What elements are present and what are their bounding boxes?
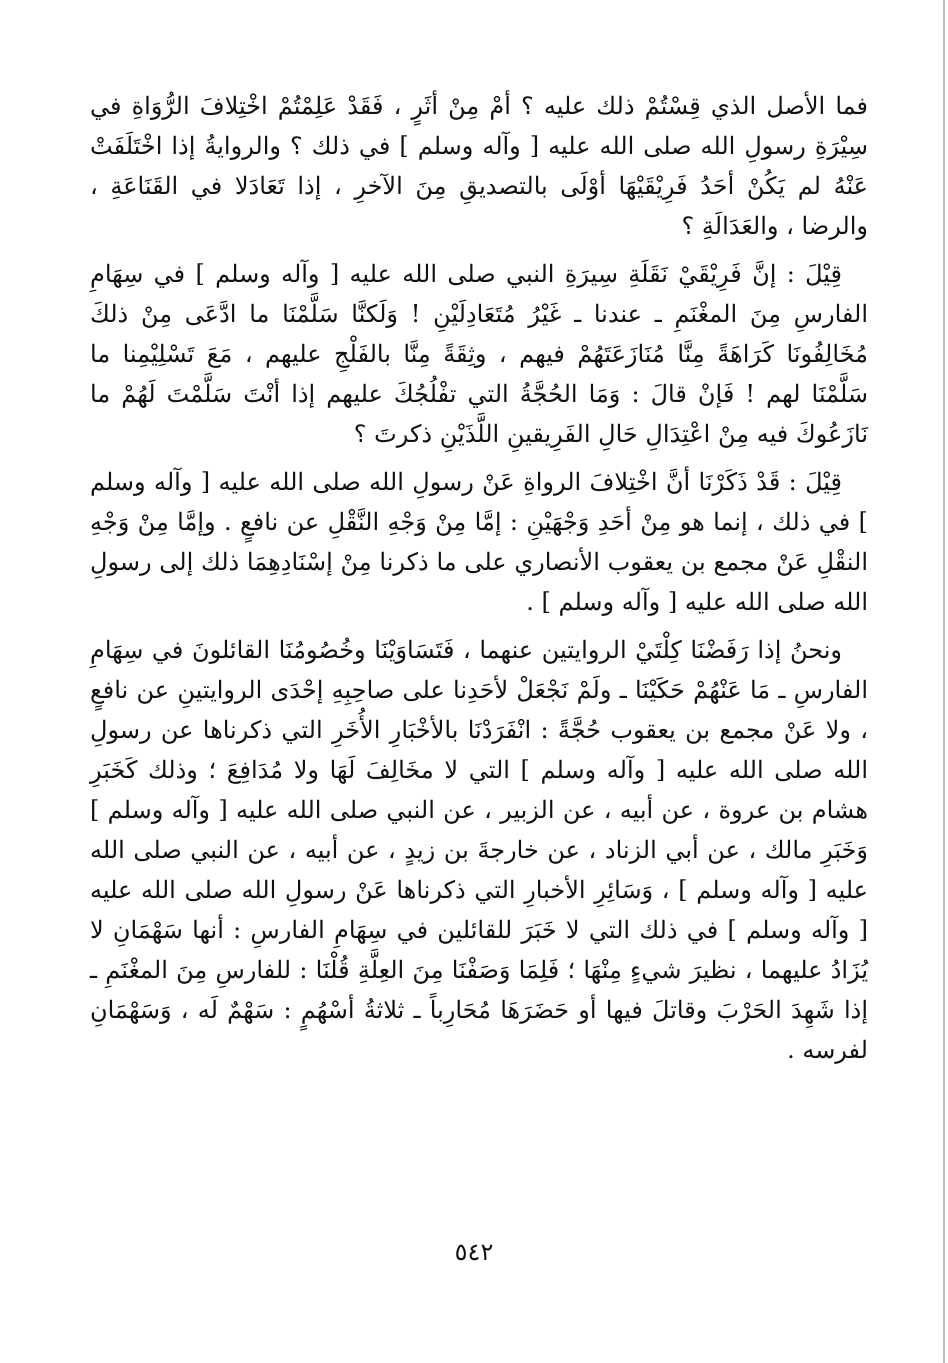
paragraph-1: فما الأصل الذي قِسْتُمْ ذلك عليه ؟ أمْ مِنْ أثَرٍ ، فَقَدْ عَلِمْتُمْ اخْتِلافَ الرُّوَاةِ في سِيْرَةِ رسولِ الله صلى الله عليه [ وآله وسلم ] في ذلك ؟ والروايةُ إذا اخْتَلَفَتْ عَنْهُ لم يَكُنْ أحَدُ فَرِيْقَيْهَا أوْلَى بالتصديقِ مِنَ الآخرِ ، إذا تَعَادَلا في القَنَاعَةِ ، والرضا ، والعَدَالَةِ ؟ <box>90 92 869 240</box>
page-edge-line <box>943 0 945 1363</box>
paragraph-4: ونحنُ إذا رَفَضْنَا كِلْتَيْ الروايتين عنهما ، فَتَسَاوَيْنَا وخُصُومُنَا القائلونَ في سِهَامِ الفارسِ ـ مَا عَنْهُمْ حَكَيْنَا ـ ولَمْ نَجْعَلْ لأحَدِنا على صاحِبِهِ إحْدَى الروايتينِ عن نافعٍ ، ولا عَنْ مجمع بن يعقوب حُجَّةً : انْفَرَدْنَا بالأخْبَارِ الأُخَرِ التي ذكرناها عن رسولِ الله صلى الله عليه [ وآله وسلم ] التي لا مخَالِفَ لَهَا ولا مُدَافِعَ ؛ وذلك كَخَبَرِ هشام بن عروة ، عن أبيه ، عن الزبير ، عن النبي صلى الله عليه [ وآله وسلم ] وَخَبَرِ مالك ، عن أبي الزناد ، عن خارجةَ بن زيدٍ ، عن أبيه ، عن النبي صلى الله عليه [ وآله وسلم ] ، وَسَائِرِ الأخبارِ التي ذكرناها عَنْ رسولِ الله صلى الله عليه [ وآله وسلم ] في ذلك التي لا خَبَرَ للقائلين في سِهَامِ الفارسِ : أنها سَهْمَانِ لا يُزَادُ عليهما ، نظيرَ شيءٍ مِنْهَا ؛ فَلِمَا وَصَفْنَا مِنَ العِلَّةِ قُلْنَا : للفارسِ مِنَ المغْنَمِ ـ إذا شَهِدَ الحَرْبَ وقاتلَ فيها أو حَضَرَهَا مُحَارِباً ـ ثلاثةُ أسْهُمٍ : سَهْمٌ لَه ، وَسَهْمَانِ لفرسه . <box>90 636 869 1064</box>
main-text <box>90 86 868 1078</box>
page-number: ٥٤٢ <box>454 1238 494 1266</box>
paragraph-3: قِيْلَ : قَدْ ذَكَرْنَا أنَّ اخْتِلافَ الرواةِ عَنْ رسولِ الله صلى الله عليه [ وآله وسلم ] في ذلك ، إنما هو مِنْ أحَدِ وَجْهَيْنِ : إمَّا مِنْ وَجْهِ النَّقْلِ عن نافعٍ . وإمَّا مِنْ وَجْهِ النقْلِ عَنْ مجمع بن يعقوب الأنصاري على ما ذكرنا مِنْ إسْنَادِهِمَا ذلك إلى رسولِ الله صلى الله عليه [ وآله وسلم ] . <box>90 468 868 616</box>
paragraph-2: قِيْلَ : إنَّ فَرِيْقَيْ نَقَلَةِ سِيرَةِ النبي صلى الله عليه [ وآله وسلم ] في سِهَامِ الفارسِ مِنَ المغْنَمِ ـ عندنا ـ غَيْرُ مُتَعَادِلَيْنِ ! وَلَكنَّا سَلَّمْنَا ما ادَّعَى مِنْ ذلكَ مُخَالِفُونَا كَرَاهَةً مِنَّا مُنَازَعَتَهُمْ فيهم ، وثِقَةً مِنَّا بالفَلْجِ عليهم ، مَعَ تَسْلِيْمِنا ما سَلَّمْنَا لهم ! فَإنْ قالَ : وَمَا الحُجَّةُ التي تفْلُجُكَ عليهم إذا أنْتَ سَلَّمْتَ لَهُمْ ما نَازَعُوكَ فيه مِنْ اعْتِدَالِ حَالِ الفَرِيقينِ اللَّذَيْنِ ذكرتَ ؟ <box>90 260 868 448</box>
